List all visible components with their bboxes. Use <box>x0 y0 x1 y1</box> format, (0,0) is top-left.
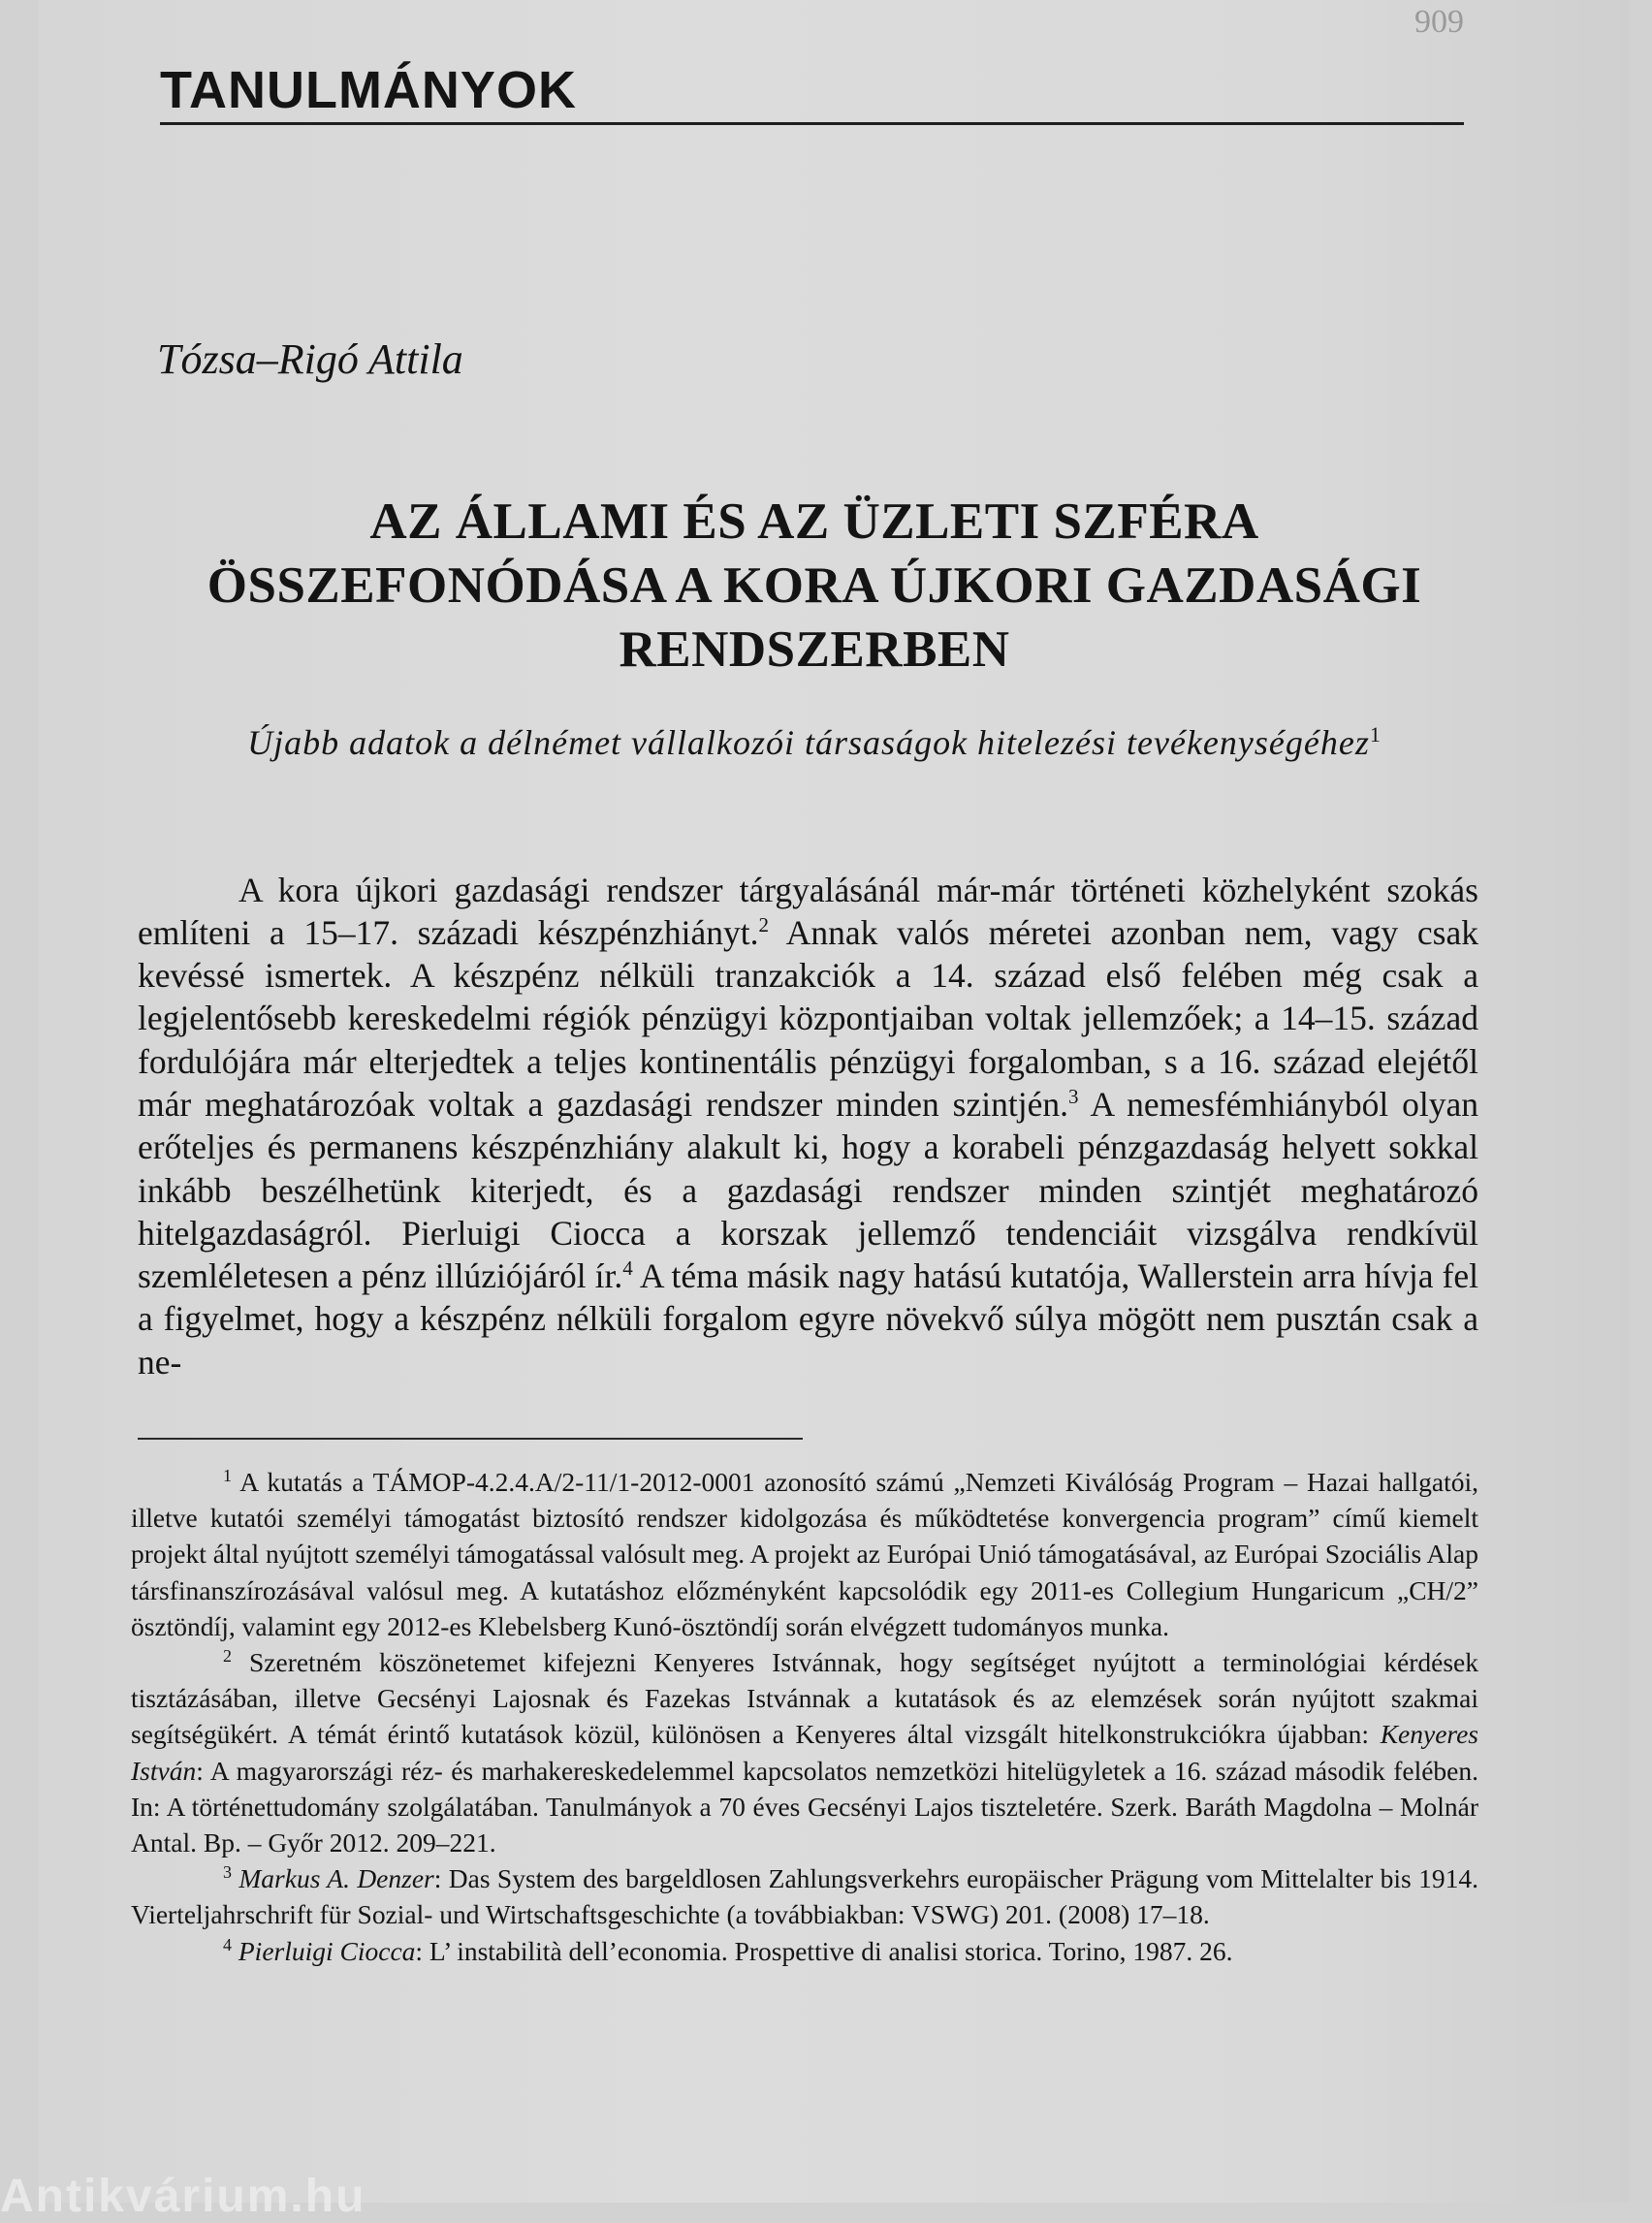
footnote-text: A kutatás a TÁMOP-4.2.4.A/2-11/1-2012-0001 azonosító számú „Nemzeti Kiválóság Program – Hazai hallgatói, illetve kutatói személyi támogatást biztosító rendszer kidolgozása és működtetése konvergencia program” című kiemelt projekt által nyújtott személyi támogatással valósult meg. A projekt az Európai Unió támogatásával, az Európai Szociális Alap társfinanszírozásával valósul meg. A kutatáshoz előzményként kapcsolódik egy 2011-es Collegium Hungaricum „CH/2” ösztöndíj, valamint egy 2012-es Klebelsberg Kunó-ösztöndíj során elvégzett tudományos munka. <box>131 1467 1479 1641</box>
footnote-ref: 1 <box>1369 722 1382 746</box>
footnote-author: Kenyeres István <box>131 1719 1478 1786</box>
footnote-number: 4 <box>223 1934 232 1954</box>
footnote-ref: 4 <box>622 1256 633 1281</box>
body-sentence: Annak valós méretei azonban nem, vagy csak kevéssé ismertek. A készpénz nélküli tranzakciók a 14. század első felében még csak a legjelentősebb kereskedelmi régiók pénzügyi központjaiban voltak jellemzőek; a 14–15. század fordulójára már elterjedtek a teljes kontinentális pénzügyi forgalomban, s a 16. század elejétől már meghatározóak voltak a gazdasági rendszer minden szintjén. <box>138 912 1478 1124</box>
footnote-number: 1 <box>223 1465 232 1485</box>
body-paragraph <box>138 869 1478 1384</box>
title-line: RENDSZERBEN <box>619 621 1010 678</box>
footnote-author: Pierluigi Ciocca <box>238 1935 416 1966</box>
footnote-text: : Das System des bargeldlosen Zahlungsverkehrs europäischer Prägung vom Mittelalter bis 1914. Vierteljahrschrift für Sozial- und Wirtschaftsgeschichte (a továbbiakban: VSWG) 201. (2008) 17–18. <box>131 1863 1479 1930</box>
body-sentence: A téma másik nagy hatású kutatója, Wallerstein arra hívja fel a figyelmet, hogy a készpénz nélküli forgalom egyre növekvő súlya mögött nem pusztán csak a ne- <box>138 1256 1478 1381</box>
watermark: Antikvárium.hu <box>0 2171 366 2222</box>
article-subtitle <box>136 722 1493 763</box>
footnote-number: 3 <box>223 1862 232 1883</box>
footnote-ref: 3 <box>1067 1085 1079 1109</box>
footnote-text: Szeretném köszönetemet kifejezni Kenyeres Istvánnak, hogy segítséget nyújtott a terminológiai kérdések tisztázásában, illetve Gecsényi Lajosnak és Fazekas Istvánnak a kutatások és az elemzések során nyújtott szakmai segítségükért. A témát érintő kutatások közül, különösen a Kenyeres által vizsgált hitelkonstrukciókra újabban: <box>131 1647 1478 1750</box>
body-sentence: A nemesfémhiányból olyan erőteljes és permanens készpénzhiány alakult ki, hogy a korabeli pénzgazdaság helyett sokkal inkább beszélhetünk kiterjedt, és a gazdasági rendszer minden szintjét meghatározó hitelgazdaságról. Pierluigi Ciocca a korszak jellemző tendenciáit vizsgálva rendkívül szemléletesen a pénz illúziójáról ír. <box>138 1084 1478 1296</box>
footnote-text: : A magyarországi réz- és marhakereskedelemmel kapcsolatos nemzetközi hitelügyletek a 16. század második felében. In: A történettudomány szolgálatában. Tanulmányok a 70 éves Gecsényi Lajos tiszteletére. Szerk. Baráth Magdolna – Molnár Antal. Bp. – Győr 2012. 209–221. <box>131 1755 1478 1858</box>
footnote-3 <box>131 1860 1478 1932</box>
footnote-text: : L’ instabilità dell’economia. Prospettive di analisi storica. Torino, 1987. 26. <box>415 1935 1233 1966</box>
body-sentence: A kora újkori gazdasági rendszer tárgyalásánál már-már történeti közhelyként szokás említeni a 15–17. századi készpénzhiányt. <box>138 870 1478 952</box>
title-line: AZ ÁLLAMI ÉS AZ ÜZLETI SZFÉRA <box>369 493 1259 550</box>
subtitle-text: Újabb adatok a délnémet vállalkozói társaságok hitelezési tevékenységéhez <box>247 723 1370 762</box>
article-title <box>136 490 1493 682</box>
page-number: 909 <box>1414 4 1464 40</box>
section-rule <box>160 122 1464 125</box>
footnote-rule <box>138 1438 803 1440</box>
page <box>39 0 1629 2203</box>
section-label: TANULMÁNYOK <box>160 61 577 119</box>
footnote-2 <box>131 1644 1478 1860</box>
footnote-author: Markus A. Denzer <box>238 1863 434 1894</box>
footnote-number: 2 <box>223 1645 232 1666</box>
footnotes <box>131 1464 1478 1969</box>
title-line: ÖSSZEFONÓDÁSA A KORA ÚJKORI GAZDASÁGI <box>206 557 1422 614</box>
article-author: Tózsa–Rigó Attila <box>157 335 463 383</box>
footnote-ref: 2 <box>758 912 769 937</box>
footnote-4 <box>131 1933 1478 1969</box>
footnote-1 <box>131 1464 1478 1644</box>
